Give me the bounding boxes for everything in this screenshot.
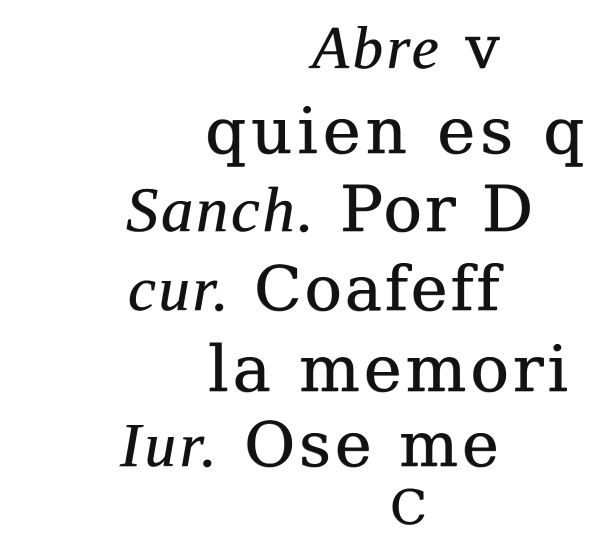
text-line-1 <box>312 13 504 83</box>
roman-text: Por D <box>316 173 536 247</box>
text-line-2 <box>205 95 589 169</box>
text-line-4 <box>128 252 503 325</box>
roman-text: Coafeff <box>231 252 503 325</box>
roman-text: Ose me <box>220 408 503 481</box>
roman-text: v <box>442 13 504 83</box>
speaker-abbreviation: Sanch. <box>126 174 317 245</box>
roman-text: quien es q <box>205 95 589 169</box>
speaker-abbreviation: cur. <box>128 256 232 324</box>
text-line-7 <box>390 480 429 536</box>
roman-text: la memori <box>208 333 572 407</box>
speaker-abbreviation: Iur. <box>120 412 221 480</box>
italic-word: Abre <box>312 15 443 81</box>
text-line-5 <box>208 333 572 407</box>
text-line-3 <box>126 173 536 247</box>
text-line-6 <box>120 408 503 481</box>
roman-text: C <box>390 480 429 536</box>
